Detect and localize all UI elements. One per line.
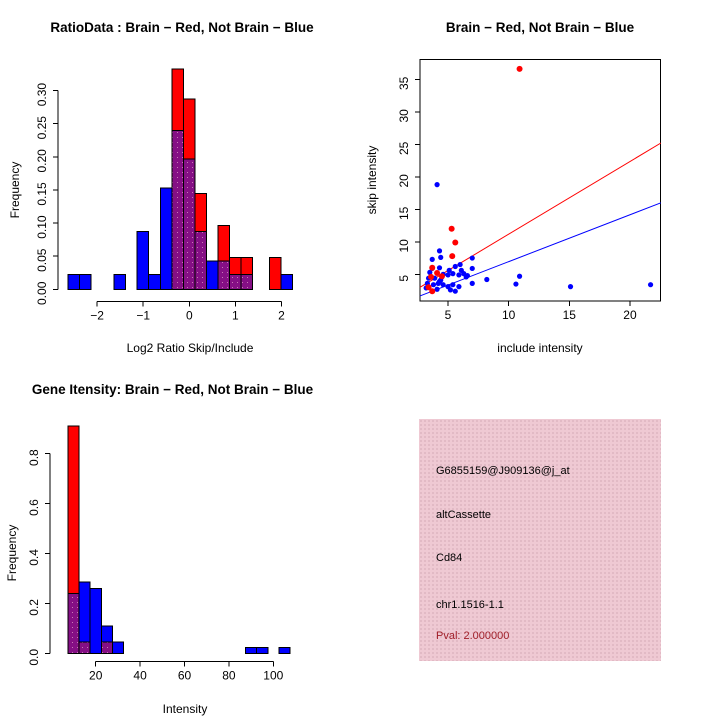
scatter-point-blue (459, 268, 464, 273)
hist-bar-overlap (195, 232, 207, 290)
hist-bar-blue (160, 188, 172, 289)
hist-bar-blue (114, 275, 126, 290)
x-tick-label: −2 (90, 308, 104, 323)
scatter-point-red (439, 273, 445, 279)
hist-bar-blue (206, 261, 218, 289)
probe-id-text: G6855159@J909136@j_at (436, 465, 570, 477)
scatter-point-red (452, 239, 458, 245)
scatter-point-blue (458, 262, 463, 267)
ratio-hist-xlabel: Log2 Ratio Skip/Include (126, 341, 254, 355)
y-tick-label: 0.15 (35, 182, 49, 206)
hist-bar-blue (112, 642, 123, 653)
y-tick-label: 20 (397, 174, 411, 188)
scatter-point-blue (456, 272, 461, 277)
x-tick-label: 15 (562, 308, 576, 322)
scatter-point-blue (437, 265, 442, 270)
x-tick-label: 2 (278, 308, 285, 323)
scatter-point-red (449, 253, 455, 259)
scatter-point-blue (470, 281, 475, 286)
event-type-text: altCassette (436, 509, 492, 521)
y-tick-label: 0.05 (35, 248, 49, 272)
scatter-point-blue (448, 287, 453, 292)
scatter-point-blue (430, 257, 435, 262)
hist-bar-blue (68, 275, 80, 290)
regression-line-blue (420, 203, 661, 296)
hist-bar-overlap (68, 593, 79, 653)
scatter-point-blue (434, 182, 439, 187)
scatter-ylabel: skip intensity (365, 145, 379, 215)
hist-bar-blue (281, 275, 293, 290)
scatter-point-blue (470, 255, 475, 260)
x-tick-label: 20 (623, 308, 637, 322)
hist-bar-blue (137, 232, 149, 290)
y-tick-label: 0.20 (35, 149, 49, 173)
scatter-point-red (449, 226, 455, 232)
scatter-point-red (517, 66, 523, 72)
y-tick-label: 0.0 (27, 648, 41, 666)
gene-hist-xlabel: Intensity (162, 702, 208, 716)
scatter-point-blue (453, 264, 458, 269)
scatter-title: Brain − Red, Not Brain − Blue (445, 20, 635, 35)
scatter-point-blue (453, 289, 458, 294)
gene-symbol-text: Cd84 (436, 552, 463, 564)
x-tick-label: 100 (263, 668, 284, 683)
pval-text: Pval: 2.000000 (436, 630, 510, 642)
y-tick-label: 0.2 (27, 599, 41, 616)
hist-bar-blue (279, 648, 290, 654)
x-tick-label: 40 (133, 668, 147, 683)
y-tick-label: 0.6 (27, 499, 41, 516)
scatter-point-blue (465, 273, 470, 278)
y-tick-label: 0.8 (27, 449, 41, 466)
scatter-point-red (429, 265, 435, 271)
hist-bar-red (270, 258, 282, 290)
y-tick-label: 0.10 (35, 215, 49, 239)
hist-bar-overlap (79, 642, 90, 653)
chromosome-location-text: chr1.1516-1.1 (436, 599, 504, 611)
gene-hist-title: Gene Itensity: Brain − Red, Not Brain − Blue (31, 382, 314, 397)
y-tick-label: 5 (397, 274, 411, 282)
x-tick-label: 0 (185, 308, 193, 323)
scatter-point-blue (445, 272, 450, 277)
y-tick-label: 30 (397, 109, 411, 123)
x-tick-label: 5 (444, 308, 452, 322)
scatter-point-blue (431, 282, 436, 287)
gene-info-panel (419, 419, 661, 661)
hist-bar-overlap (183, 159, 195, 289)
scatter-point-red (428, 274, 434, 280)
scatter-point-blue (437, 248, 442, 253)
ratio-hist-title: RatioData : Brain − Red, Not Brain − Blue (50, 20, 314, 35)
scatter-point-blue (517, 274, 522, 279)
hist-bar-blue (80, 275, 92, 290)
hist-bar-overlap (172, 130, 184, 289)
hist-bar-overlap (229, 275, 241, 290)
y-tick-label: 0.4 (27, 549, 41, 566)
scatter-point-red (429, 288, 435, 294)
hist-bar-overlap (218, 261, 230, 289)
x-tick-label: 1 (232, 308, 239, 323)
x-tick-label: 60 (177, 668, 192, 683)
x-tick-label: −1 (136, 308, 151, 323)
x-tick-label: 10 (501, 308, 516, 322)
y-tick-label: 0.25 (35, 116, 50, 140)
hist-bar-blue (257, 648, 268, 654)
ratio-histogram-plot (35, 69, 293, 323)
ratio-hist-ylabel: Frequency (8, 161, 22, 219)
hist-bar-blue (90, 588, 101, 653)
gene-intensity-histogram-plot (27, 426, 290, 683)
scatter-point-blue (568, 284, 573, 289)
hist-bar-blue (149, 275, 161, 290)
scatter-point-blue (450, 282, 455, 287)
scatter-point-blue (648, 282, 653, 287)
hist-bar-overlap (241, 275, 253, 290)
scatter-point-blue (456, 284, 461, 289)
scatter-point-blue (470, 266, 475, 271)
y-tick-label: 0.00 (35, 281, 49, 305)
hist-bar-blue (246, 648, 257, 654)
scatter-point-blue (484, 277, 489, 282)
y-tick-label: 15 (397, 206, 411, 220)
y-tick-label: 10 (397, 239, 411, 253)
scatter-point-blue (447, 268, 452, 273)
y-tick-label: 0.30 (35, 82, 49, 107)
y-tick-label: 25 (397, 141, 411, 155)
gene-hist-ylabel: Frequency (5, 524, 19, 582)
scatter-point-blue (513, 281, 518, 286)
hist-bar-overlap (101, 642, 112, 653)
scatter-point-blue (434, 287, 439, 292)
intensity-scatter-plot (397, 59, 661, 322)
x-tick-label: 20 (89, 668, 103, 683)
x-tick-label: 80 (222, 668, 236, 683)
scatter-xlabel: include intensity (497, 341, 583, 355)
scatter-point-blue (438, 255, 443, 260)
y-tick-label: 35 (397, 76, 411, 90)
